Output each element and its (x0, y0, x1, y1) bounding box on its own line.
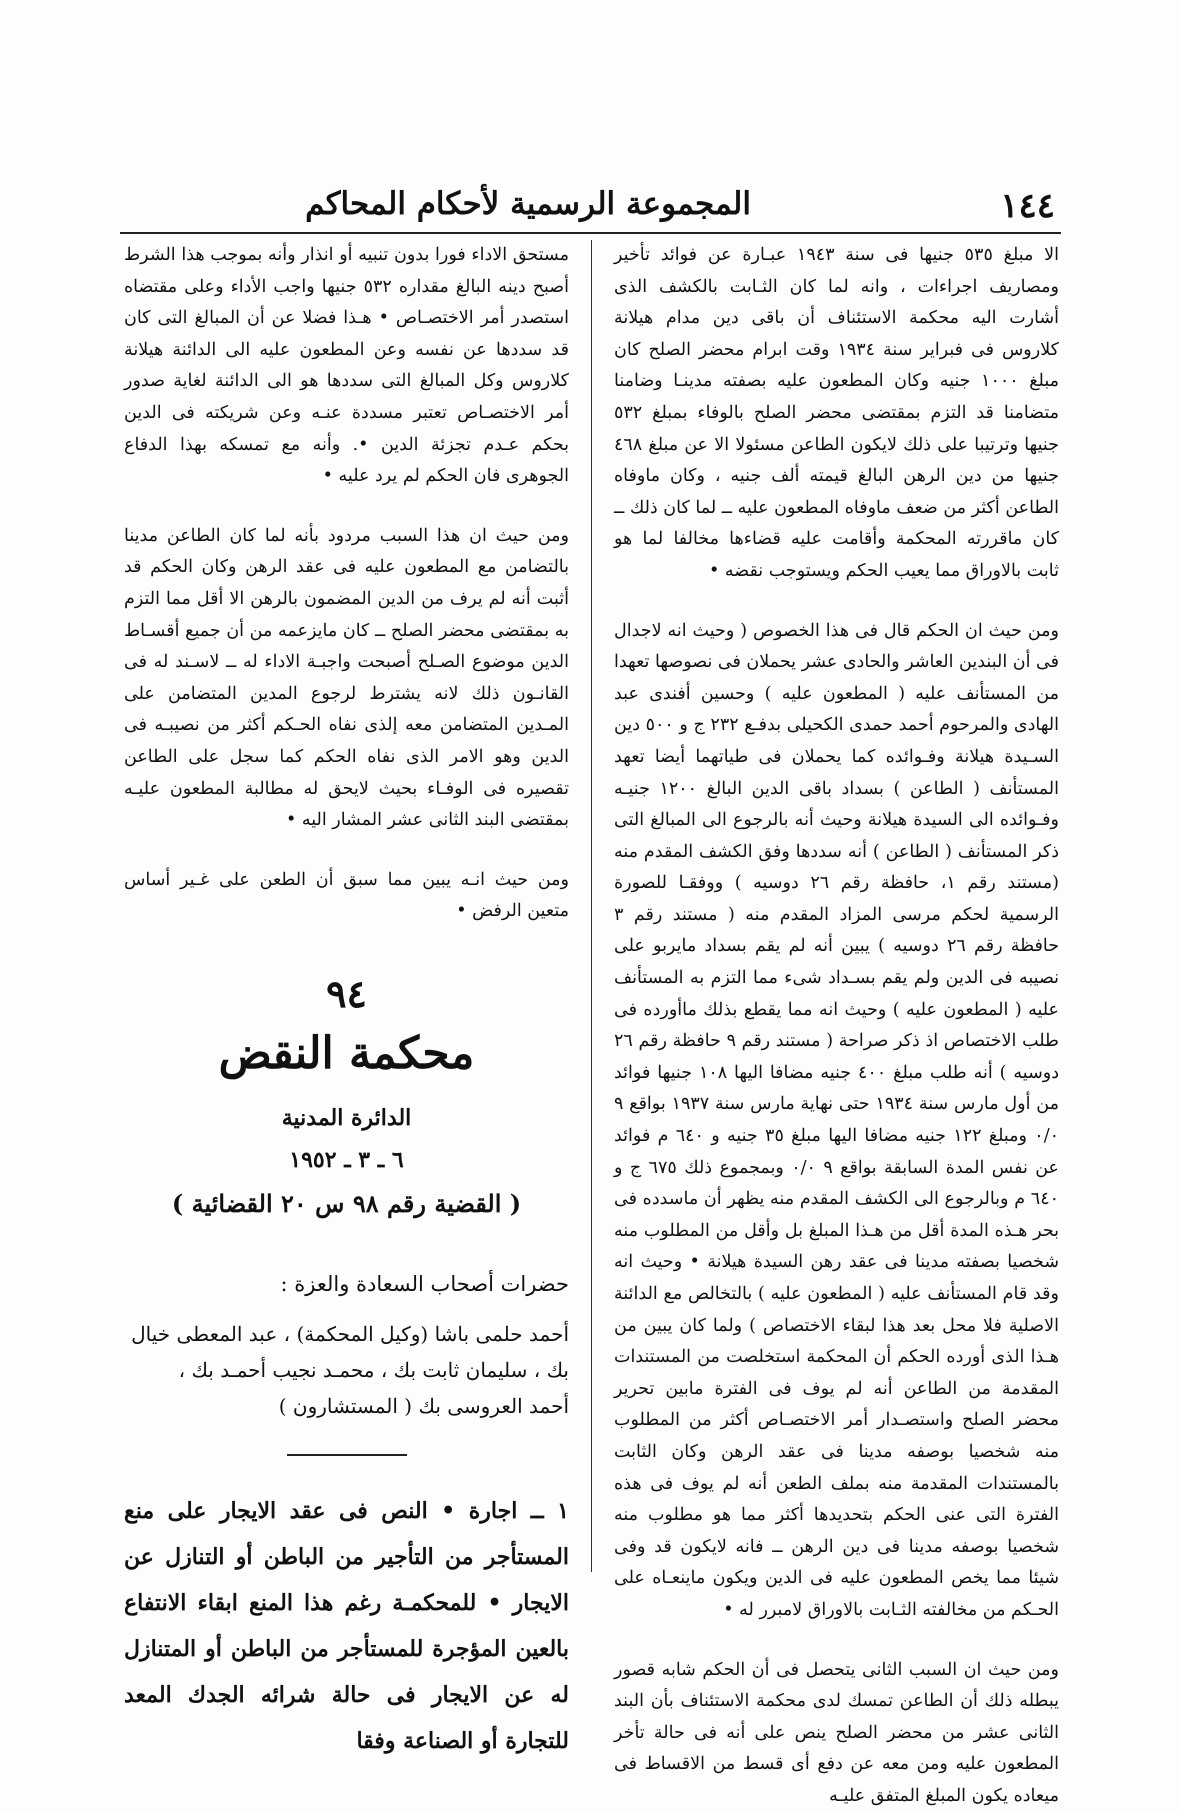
case-number: ٩٤ (326, 970, 367, 1016)
paragraph: الا مبلغ ٥٣٥ جنيها فى سنة ١٩٤٣ عبـارة عن فوائد تأخير ومصاريف اجراءات ، وانه لما كان الثـابت بالكشف الذى أشارت اليه محكمة الاستئناف أن باقى دين مدام هيلانة كلاروس فى فبراير سنة ١٩٣٤ وقت ابرام محضر الصلح كان مبلغ ١٠٠٠ جنيه وكان المطعون عليه بصفته مدينـا وضامنا متضامنا قد التزم بمقتضى محضر الصلح بالوفاء بمبلغ ٥٣٢ جنيها وترتيبا على ذلك لايكون الطاعن مسئولا الا عن مبلغ ٤٦٨ جنيها من دين الرهن البالغ قيمته ألف جنيه ، وكان ماوفاه الطاعن أكثر من ضعف ماوفاه المطعون عليه ــ لما كان ذلك ــ كان ماقررته المحكمة وأقامت عليه قضاءها مخالفا لما هو ثابت بالاوراق مما يعيب الحكم ويستوجب نقضه • (614, 245, 1059, 581)
judges-line: بك ، سليمان ثابت بك ، محمـد نجيب أحمـد بك ، (178, 1357, 569, 1382)
publication-title: المجموعة الرسمية لأحكام المحاكم (305, 186, 751, 222)
left-column (124, 240, 569, 1764)
headnote: ١ ــ اجارة • النص فى عقد الايجار على منع المستأجر من التأجير من الباطن أو التنازل عن الايجار • للمحكمـة رغم هذا المنع ابقاء الانتفاع بالعين المؤجرة للمستأجر من الباطن أو المتنازل له عن الايجار فى حالة شرائه الجدك المعد للتجارة أو الصناعة وفقا (124, 1497, 569, 1754)
judges-list (124, 1316, 569, 1424)
paragraph: مستحق الاداء فورا بدون تنبيه أو انذار وأنه بموجب هذا الشرط أصبح دينه البالغ مقداره ٥٣٢ جنيها واجب الأداء وعلى مقتضاه استصدر أمر الاختصـاص • هـذا فضلا عن أن المبالغ التى كان قد سددها عن نفسه وعن المطعون عليه الى الدائنة هيلانة كلاروس وكل المبالغ التى سددها هو الى الدائنة لغاية صدور أمر الاختصـاص تعتبر مسددة عنـه وعن شريكته فى الدين بحكم عـدم تجزئة الدين •. وأنه مع تمسكه بهذا الدفاع الجوهرى فان الحكم لم يرد عليه • (124, 245, 569, 487)
judgment-date: ٦ ـ ٣ ـ ١٩٥٢ (289, 1146, 404, 1173)
paragraph: ومن حيث انـه يبين مما سبق أن الطعن على غـير أساس متعين الرفض • (124, 869, 569, 922)
circuit-name: الدائرة المدنية (281, 1104, 412, 1131)
case-reference: ( القضية رقم ٩٨ س ٢٠ القضائية ) (171, 1188, 522, 1218)
running-header (120, 182, 1061, 234)
paragraph: ومن حيث ان السبب الثانى يتحصل فى أن الحكم شابه قصور يبطله ذلك أن الطاعن تمسك لدى محكمة الاستئناف بأن البند الثانى عشر من محضر الصلح ينص على أنه فى حالة تأخر المطعون عليه ومن معه عن دفع أى قسط من الاقساط فى ميعاده يكون المبلغ المتفق عليـه (614, 1659, 1059, 1806)
court-name: محكمة النقض (218, 1027, 475, 1079)
section-separator (287, 1454, 407, 1456)
judges-line: أحمد حلمى باشا (وكيل المحكمة) ، عبد المعطى خيال (131, 1321, 569, 1346)
column-divider (591, 240, 592, 1572)
judges-line: أحمد العروسى بك ( المستشارون ) (278, 1393, 569, 1418)
page-number: ١٤٤ (1000, 186, 1055, 226)
right-column (614, 240, 1059, 1813)
paragraph: ومن حيث ان الحكم قال فى هذا الخصوص ( وحيث انه لاجدال فى أن البندين العاشر والحادى عشر يحملان فى نصوصها تعهدا من المستأنف عليه ( المطعون عليه ) وحسين أفندى عبد الهادى والمرحوم أحمد حمدى الكحيلى بدفـع ٢٣٢ ج و ٥٠٠ دين السـيدة هيلانة وفـوائده كما يحملان فى طياتهما أيضا تعهد المستأنف ( الطاعن ) بسداد باقى الدين البالغ ١٢٠٠ جنيـه وفـوائده الى السيدة هيلانة وحيث أنه بالرجوع الى المبالغ التى ذكر المستأنف ( الطاعن ) أنه سددها وفق الكشف المقدم منه (مستند رقم ١، حافظة رقم ٢٦ دوسيه ) ووفقـا للصورة الرسمية لحكم مرسى المزاد المقدم منه ( مستند رقم ٣ حافظة رقم ٢٦ دوسيه ) يبين أنه لم يقم بسداد مايربو على نصيبه فى الدين ولم يقم بسـداد شىء مما التزم به المستأنف عليه ( المطعون عليه ) وحيث انه مما يقطع بذلك ماأورده فى طلب الاختصاص اذ ذكر صراحة ( مستند رقم ٩ حافظة رقم ٢٦ دوسيه ) أنه طلب مبلغ ٤٠٠ جنيه مضافا اليها ١٠٨ جنيها فوائد من أول مارس سنة ١٩٣٤ حتى نهاية مارس سنة ١٩٣٧ بواقع ٩ ٠/٠ ومبلغ ١٢٢ جنيه مضافا اليها مبلغ ٣٥ جنيه و ٦٤٠ م فوائد عن نفس المدة السابقة بواقع ٩ ٠/٠ وبمجموع ذلك ٦٧٥ ج و ٦٤٠ م وبالرجوع الى الكشف المقدم منه يظهر أن ماسدده فى بحر هـذه المدة أقل من هـذا المبلغ بل وأقل من المطلوب منه شخصيا بصفته مدينا فى عقد رهن السيدة هيلانة • وحيث انه وقد قام المستأنف عليه ( المطعون عليه ) بالتخالص مع الدائنة الاصلية فلا محل بعد هذا لبقاء الاختصاص ) ولما كان يبين من هـذا الذى أورده الحكم أن المحكمة استخلصت من المستندات المقدمة من الطاعن أنه لم يوف فى الفترة مابين تحرير محضر الصلح واستصـدار أمر الاختصـاص أكثر من المطلوب منه شخصيا بوصفه مدينا فى عقد الرهن وكان الثابت بالمستندات المقدمة منه بملف الطعن أنه لم يوف فى هذه الفترة التى عنى الحكم بتحديدها أكثر مما هو مطلوب منه شخصيا بوصفه مدينا فى دين الرهن ــ فانه لايكون قد وفى شيئا مما يخص المطعون عليه فى الدين ويكون ماينعـاه على الحـكم من مخالفته الثـابت بالاوراق لامبرر له • (614, 620, 1060, 1620)
paragraph: ومن حيث ان هذا السبب مردود بأنه لما كان الطاعن مدينا بالتضامن مع المطعون عليه فى عقد الرهن وكان الحكم قد أثبت أنه لم يرف من الدين المضمون بالرهن الا أقل مما التزم به بمقتضى محضر الصلح ــ كان مايزعمه من أن جميع أقسـاط الدين موضوع الصـلح أصبحت واجبـة الاداء له ــ لاسـند له فى القانـون ذلك لانه يشترط لرجوع المدين المتضامن على المـدين المتضامن معه إلذى نفاه الحـكم أكثر من نصيبـه فى الدين وهو الامر الذى نفاه الحكم كما سجل على الطاعن تقصيره فى الوفـاء بحيث لايحق له مطالبة المطعون عليـه بمقتضى البند الثانى عشر المشار اليه • (124, 525, 569, 831)
panel-intro: حضرات أصحاب السعادة والعزة : (280, 1271, 569, 1296)
